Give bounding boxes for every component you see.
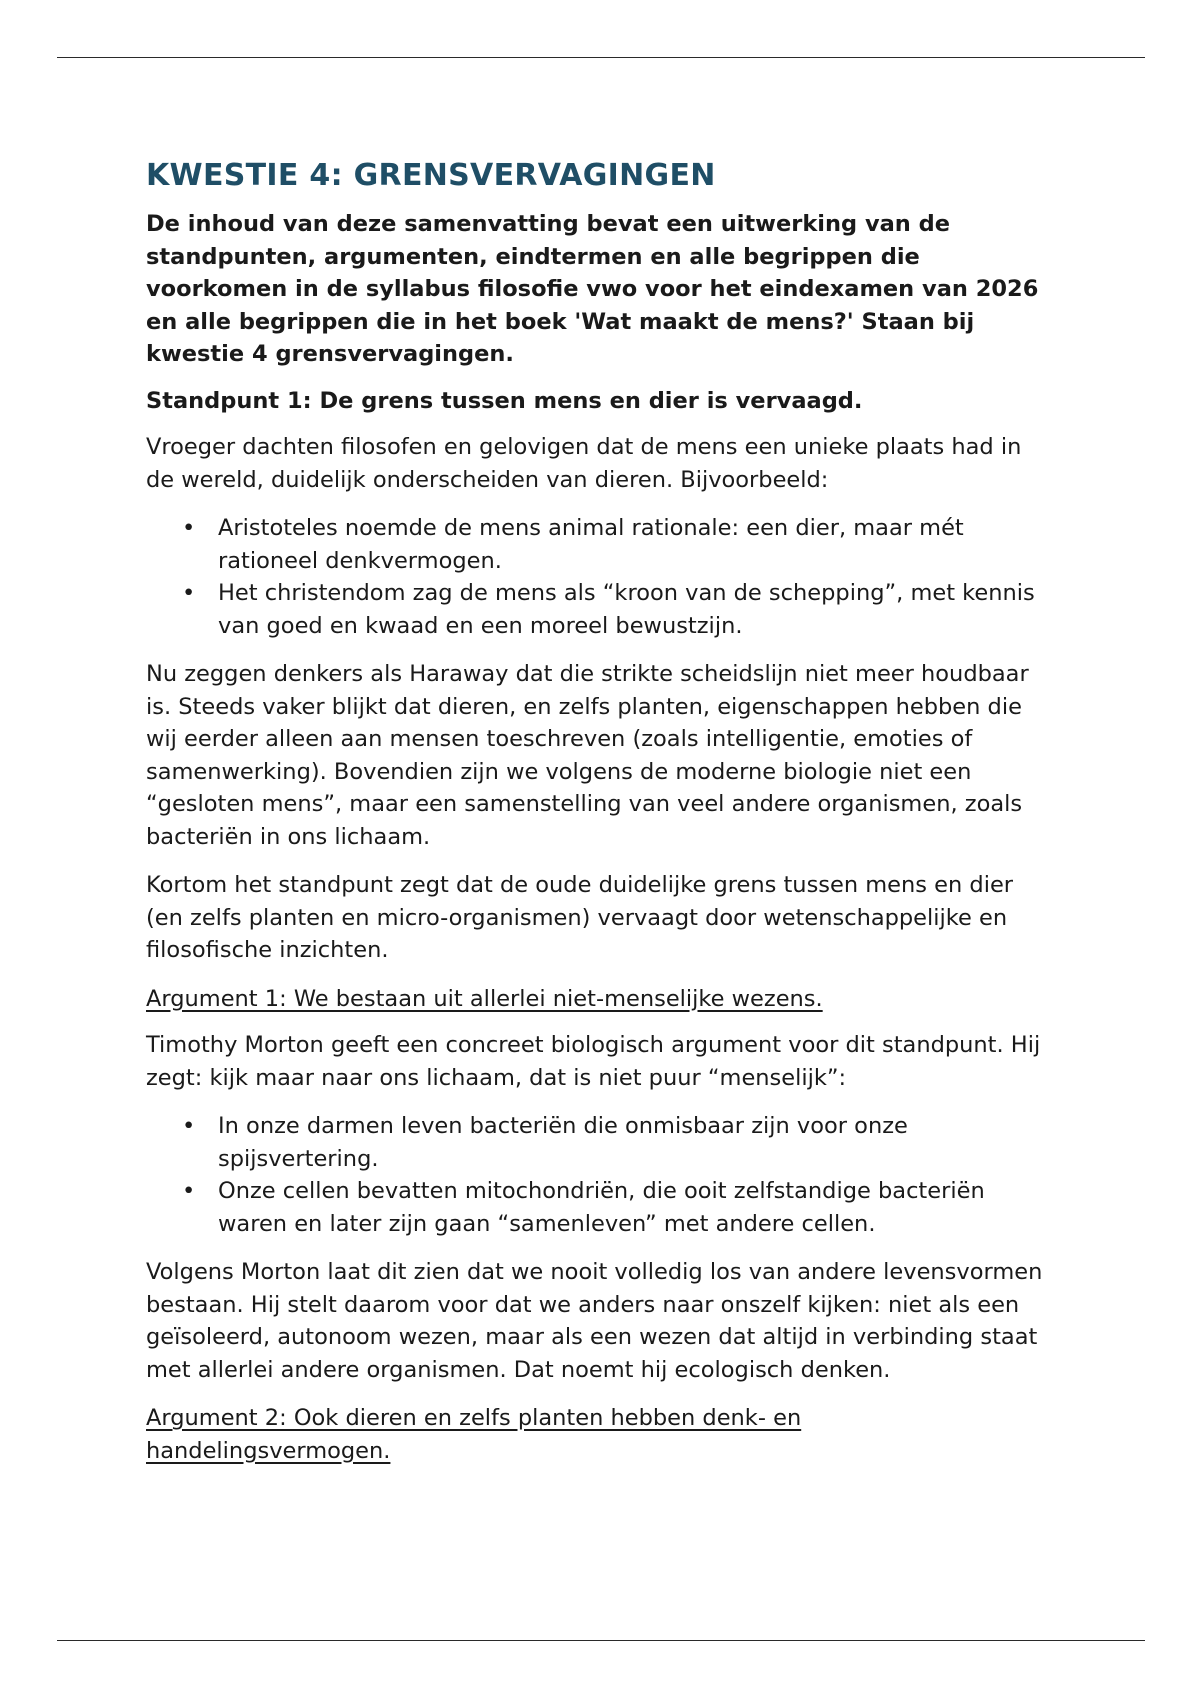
paragraph-morton: Timothy Morton geeft een concreet biologisch argument voor dit standpunt. Hij zegt: kijk maar naar ons lichaam, dat is niet puur “menselijk”:	[146, 1032, 1041, 1091]
list-item: • In onze darmen leven bacteriën die onmisbaar zijn voor onze spijsvertering.	[218, 1110, 1046, 1175]
argument-1-heading: Argument 1: We bestaan uit allerlei niet-menselijke wezens.	[146, 985, 823, 1012]
paragraph-ecologisch: Volgens Morton laat dit zien dat we nooit volledig los van andere levensvormen bestaan. Hij stelt daarom voor dat we anders naar onszelf kijken: niet als een geïsoleerd, autonoom wezen, maar als een wezen dat altijd in verbinding staat met allerlei andere organismen. Dat noemt hij ecologisch denken.	[146, 1259, 1043, 1383]
paragraph-vroeger: Vroeger dachten filosofen en gelovigen dat de mens een unieke plaats had in de wereld, duidelijk onderscheiden van dieren. Bijvoorbeeld:	[146, 434, 1022, 493]
document-body	[146, 158, 1046, 1481]
page-title: KWESTIE 4: GRENSVERVAGINGEN	[146, 158, 716, 193]
header-rule	[57, 57, 1145, 58]
bullet-list-examples	[146, 512, 1046, 642]
list-item: • Onze cellen bevatten mitochondriën, die ooit zelfstandige bacteriën waren en later zijn gaan “samenleven” met andere cellen.	[218, 1175, 1046, 1240]
paragraph-kortom: Kortom het standpunt zegt dat de oude duidelijke grens tussen mens en dier (en zelfs planten en micro-organismen) vervaagt door wetenschappelijke en filosofische inzichten.	[146, 872, 1014, 963]
standpunt-heading: Standpunt 1: De grens tussen mens en dier is vervaagd.	[146, 387, 863, 414]
list-item: • Het christendom zag de mens als “kroon van de schepping”, met kennis van goed en kwaad en een moreel bewustzijn.	[218, 577, 1046, 642]
bullet-list-organisms	[146, 1110, 1046, 1240]
intro-paragraph: De inhoud van deze samenvatting bevat een uitwerking van de standpunten, argumenten, eindtermen en alle begrippen die voorkomen in de syllabus filosofie vwo voor het eindexamen van 2026 en alle begrippen die in het boek 'Wat maakt de mens?' Staan bij kwestie 4 grensvervagingen.	[146, 211, 1039, 367]
argument-2-heading: Argument 2: Ook dieren en zelfs planten hebben denk- en handelingsvermogen.	[146, 1405, 802, 1464]
footer-rule	[57, 1640, 1145, 1641]
list-item: • Aristoteles noemde de mens animal rationale: een dier, maar mét rationeel denkvermogen.	[218, 512, 1046, 577]
paragraph-haraway: Nu zeggen denkers als Haraway dat die strikte scheidslijn niet meer houdbaar is. Steeds vaker blijkt dat dieren, en zelfs planten, eigenschappen hebben die wij eerder alleen aan mensen toeschreven (zoals intelligentie, emoties of samenwerking). Bovendien zijn we volgens de moderne biologie niet een “gesloten mens”, maar een samenstelling van veel andere organismen, zoals bacteriën in ons lichaam.	[146, 661, 1029, 850]
